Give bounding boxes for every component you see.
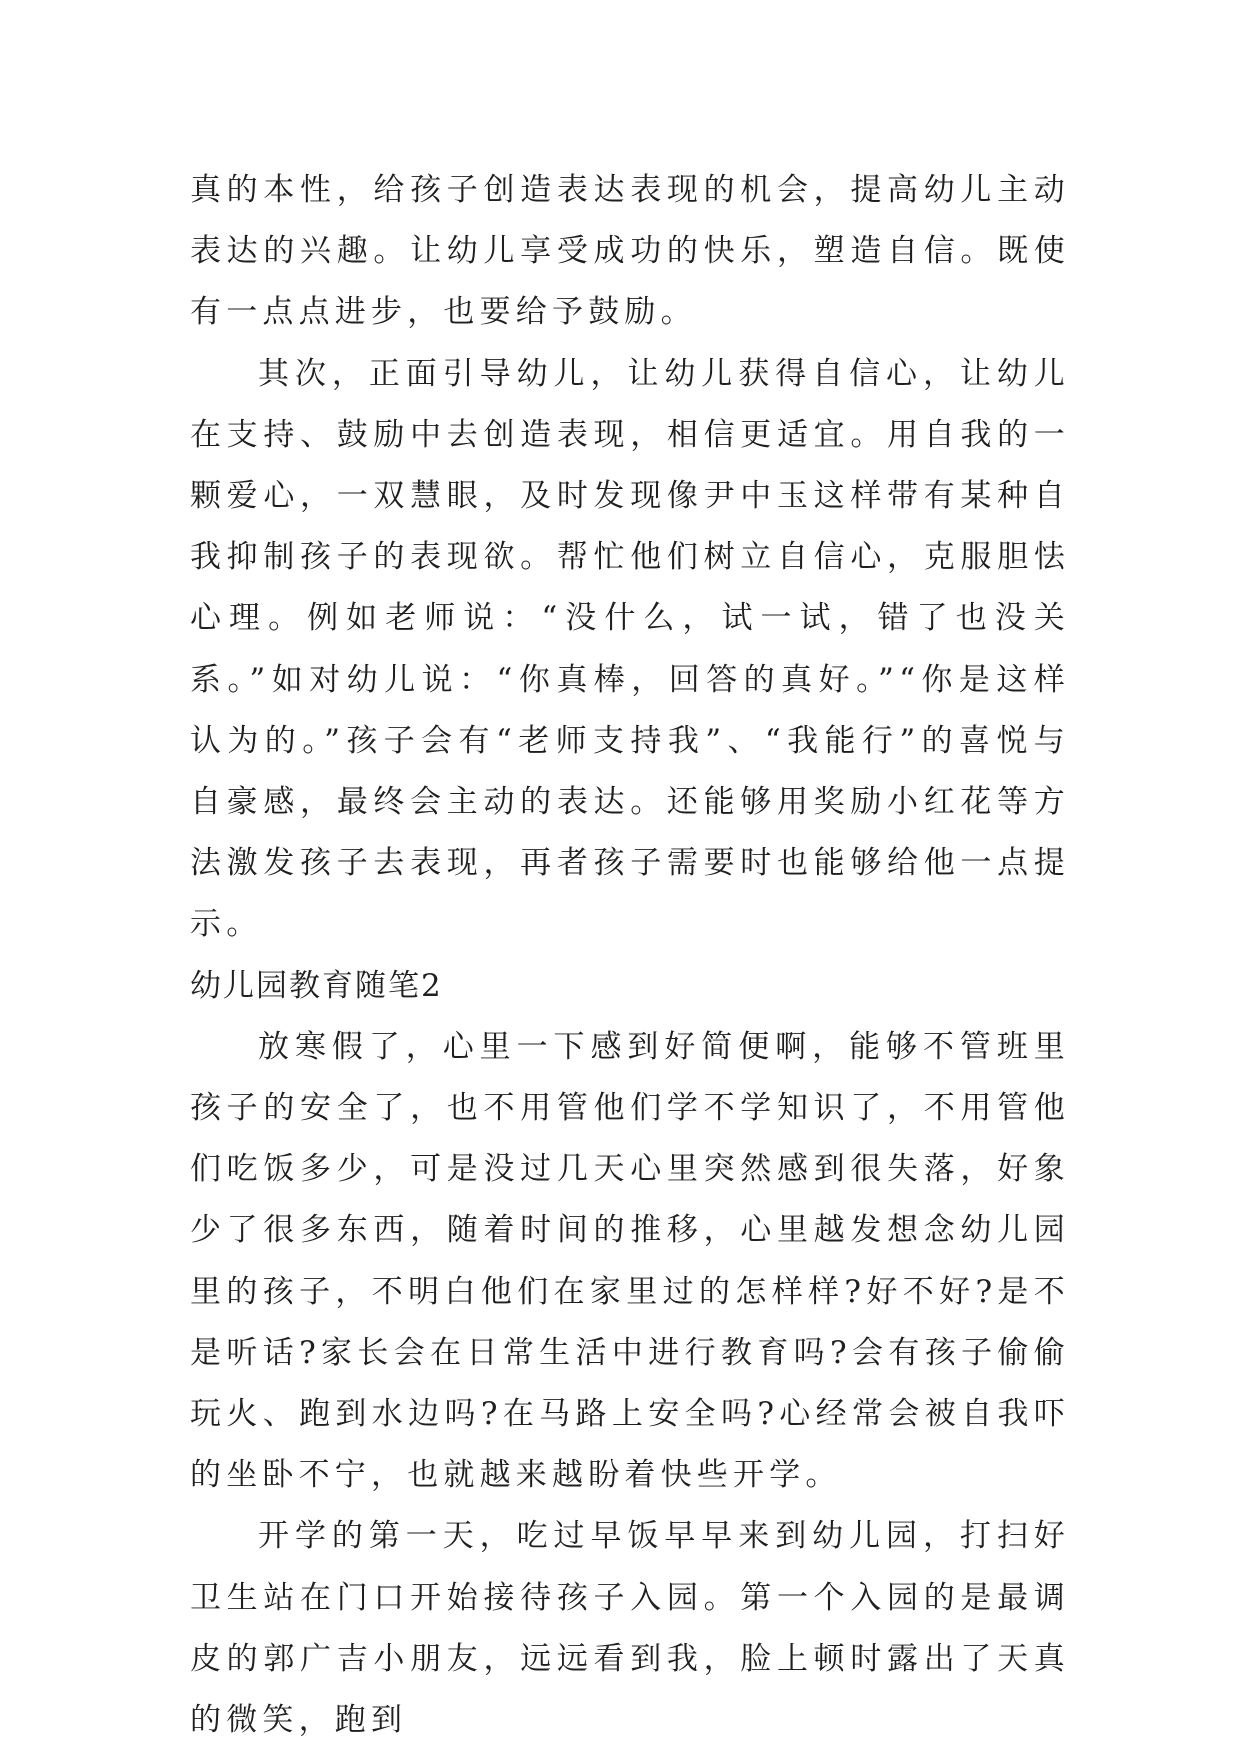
section-heading: 幼儿园教育随笔2 xyxy=(190,967,443,1004)
paragraph-3: 放寒假了，心里一下感到好简便啊，能够不管班里孩子的安全了，也不用管他们学不学知识了，不用管他们吃饭多少，可是没过几天心里突然感到很失落，好象少了很多东西，随着时间的推移，心里越发想念幼儿园里的孩子，不明白他们在家里过的怎样样?好不好?是不是听话?家长会在日常生活中进行教育吗?会有孩子偷偷玩火、跑到水边吗?在马路上安全吗?心经常会被自我吓的坐卧不宁，也就越来越盼着快些开学。 xyxy=(190,1028,1070,1494)
document-body xyxy=(190,160,1070,1751)
paragraph-2: 其次，正面引导幼儿，让幼儿获得自信心，让幼儿在支持、鼓励中去创造表现，相信更适宜。用自我的一颗爱心，一双慧眼，及时发现像尹中玉这样带有某种自我抑制孩子的表现欲。帮忙他们树立自信心，克服胆怯心理。例如老师说：“没什么，试一试，错了也没关系。”如对幼儿说：“你真棒，回答的真好。”“你是这样认为的。”孩子会有“老师支持我”、“我能行”的喜悦与自豪感，最终会主动的表达。还能够用奖励小红花等方法激发孩子去表现，再者孩子需要时也能够给他一点提示。 xyxy=(190,355,1070,943)
paragraph-1: 真的本性，给孩子创造表达表现的机会，提高幼儿主动表达的兴趣。让幼儿享受成功的快乐，塑造自信。既使有一点点进步，也要给予鼓励。 xyxy=(190,172,1070,331)
paragraph-4: 开学的第一天，吃过早饭早早来到幼儿园，打扫好卫生站在门口开始接待孩子入园。第一个入园的是最调皮的郭广吉小朋友，远远看到我，脸上顿时露出了天真的微笑，跑到 xyxy=(190,1518,1070,1739)
